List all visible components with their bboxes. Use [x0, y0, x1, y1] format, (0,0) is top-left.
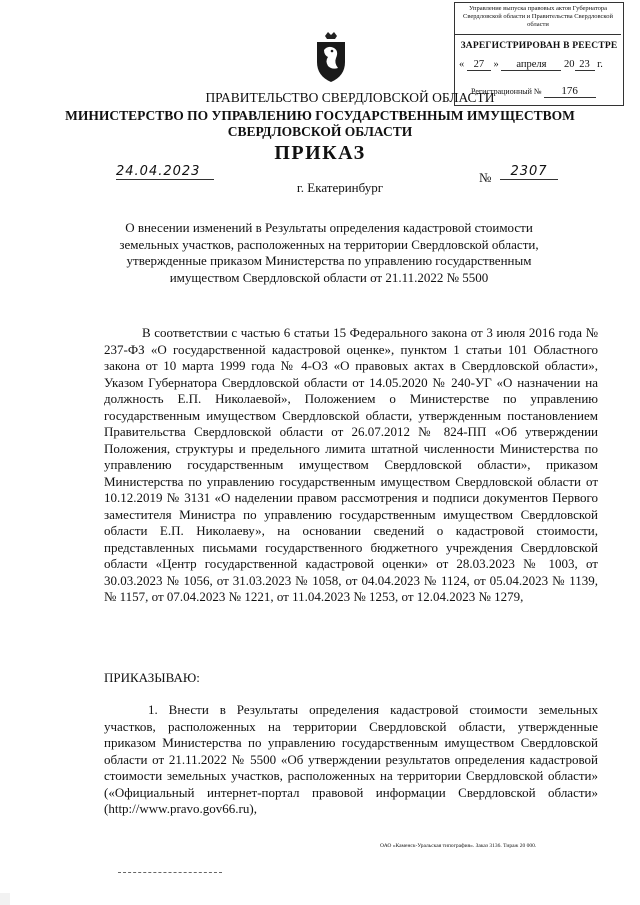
stamp-quote-open: « — [459, 59, 465, 70]
stamp-year-unit: г. — [597, 59, 603, 70]
stamp-publisher: Управление выпуска правовых актов Губернатора Свердловской области и Правительства Свердловской области — [455, 3, 621, 35]
government-name: ПРАВИТЕЛЬСТВО СВЕРДЛОВСКОЙ ОБЛАСТИ — [205, 90, 495, 105]
footer-divider — [118, 872, 222, 873]
stamp-quote-close: » — [493, 59, 499, 70]
stamp-month: апреля — [501, 59, 561, 71]
ministry-line-1: МИНИСТЕРСТВО ПО УПРАВЛЕНИЮ ГОСУДАРСТВЕННЫМ ИМУЩЕСТВОМ — [65, 108, 575, 123]
printer-imprint: ОАО «Каменск-Уральская типография». Заказ 3136. Тираж 20 000. — [380, 843, 537, 849]
ministry-line-2: СВЕРДЛОВСКОЙ ОБЛАСТИ — [227, 124, 413, 139]
preamble-paragraph: В соответствии с частью 6 статьи 15 Федерального закона от 3 июля 2016 года № 237-ФЗ «О государственной кадастровой оценке», пунктом 1 статьи 101 Областного закона от 10 марта 1999 года № 4-ОЗ «О правовых актах в Свердловской области», Указом Губернатора Свердловской области от 14.05.2020 № 240-УГ «О назначении на должность Е.П. Николаевой», Положением о Министерстве по управлению государственным имуществом Свердловской области, утвержденным постановлением Правительства Свердловской области от 26.07.2012 № 824-ПП «Об утверждении Положения, структуры и предельного лимита штатной численности Министерства по управлению государственным имуществом Свердловской области», приказом Министерства по управлению государственным имуществом Свердловской области от 10.12.2019 № 3131 «О наделении правом рассмотрения и подписи документов Первого заместителя Министра по управлению государственным имуществом Свердловской области Е.П. Николаеву», на основании сведений о кадастровой стоимости, представленных письмами государственного бюджетного учреждения Свердловской области «Центр государственной кадастровой оценки» от 28.03.2023 № 1003, от 30.03.2023 № 1056, от 31.03.2023 № 1058, от 04.04.2023 № 1124, от 05.04.2023 № 1139, № 1157, от 07.04.2023 № 1221, от 11.04.2023 № 1253, от 12.04.2023 № 1279, — [104, 325, 598, 604]
stamp-registered-title: ЗАРЕГИСТРИРОВАН В РЕЕСТРЕ — [460, 41, 618, 51]
document-type: ПРИКАЗ — [274, 142, 366, 164]
document-number: 2307 — [500, 164, 558, 180]
page-corner — [0, 893, 10, 905]
stamp-reg-label: Регистрационный № — [471, 87, 542, 96]
coat-of-arms-icon — [312, 30, 350, 84]
document-title: О внесении изменений в Результаты определения кадастровой стоимости земельных участков, расположенных на территории Свердловской области, утвержденные приказом Министерства по управлению государственным имуществом Свердловской области от 21.11.2022 № 5500 — [119, 220, 539, 285]
stamp-reg-value: 176 — [544, 85, 596, 98]
city: г. Екатеринбург — [296, 180, 384, 195]
item-1-paragraph: 1. Внести в Результаты определения кадастровой стоимости земельных участков, расположенных на территории Свердловской области, утвержденные приказом Министерства по управлению государственным имуществом Свердловской области от 21.11.2022 № 5500 «Об утверждении результатов определения кадастровой стоимости земельных участков, расположенных на территории Свердловской области» («Официальный интернет-портал правовой информации Свердловской области» (http://www.pravo.gov66.ru), — [104, 702, 598, 816]
ministry-name — [0, 108, 640, 140]
number-label: № — [479, 170, 492, 185]
stamp-year-suffix: 23 — [575, 59, 595, 71]
stamp-date — [459, 59, 619, 71]
document-date: 24.04.2023 — [116, 164, 214, 180]
stamp-year-prefix: 20 — [564, 59, 575, 70]
stamp-day: 27 — [467, 59, 491, 71]
order-word: ПРИКАЗЫВАЮ: — [104, 670, 200, 685]
